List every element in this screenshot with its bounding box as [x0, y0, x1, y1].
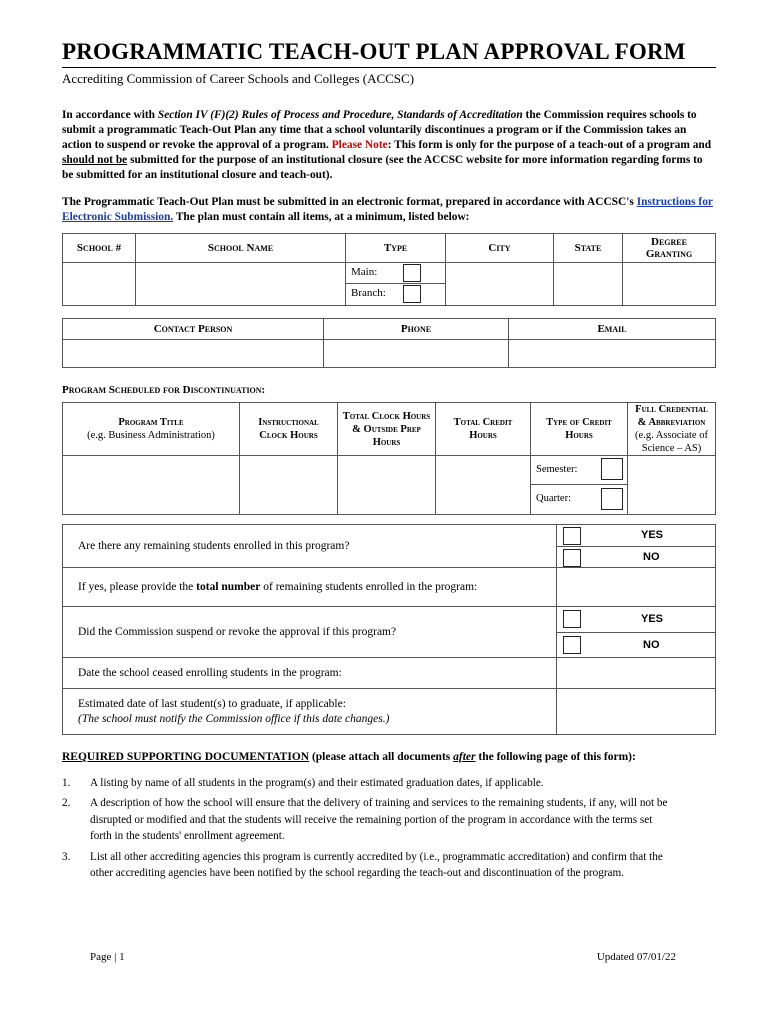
- program-title-example: (e.g. Business Administration): [87, 430, 215, 441]
- question-last-graduate: [63, 689, 557, 735]
- semester-checkbox[interactable]: [601, 458, 623, 480]
- remaining-yes-label: YES: [641, 529, 664, 541]
- full-credential-label: Full Credential & Abbreviation: [635, 404, 708, 428]
- city-field[interactable]: [446, 263, 554, 306]
- header-type: Type: [346, 234, 446, 263]
- header-contact-person: Contact Person: [63, 319, 324, 340]
- type-branch-checkbox[interactable]: [403, 285, 421, 303]
- state-field[interactable]: [554, 263, 623, 306]
- please-note: Please Note: [331, 139, 388, 151]
- header-state: State: [554, 234, 623, 263]
- required-docs-heading: REQUIRED SUPPORTING DOCUMENTATION (please attach all documents after the following page of this form):: [62, 751, 636, 763]
- ceased-enrolling-date-field[interactable]: [557, 658, 716, 689]
- suspend-no-checkbox[interactable]: [563, 636, 581, 654]
- program-section-label: Program Scheduled for Discontinuation:: [62, 384, 266, 396]
- question-total-number: If yes, please provide the total number of remaining students enrolled in the program:: [63, 568, 557, 607]
- contact-table: [62, 318, 716, 368]
- header-school-name: School Name: [136, 234, 346, 263]
- header-phone: Phone: [324, 319, 509, 340]
- form-subtitle: Accrediting Commission of Career Schools and Colleges (ACCSC): [62, 71, 415, 86]
- school-table: [62, 233, 716, 306]
- school-number-field[interactable]: [63, 263, 136, 306]
- list-item: 2. A description of how the school will ensure that the delivery of training and services to the remaining students, if any, will not be disrupted or modified and that the students will receive the remaining portion of the program in accordance with the terms set forth in the students' enrollment agreement.: [62, 797, 668, 842]
- questions-table: [62, 524, 716, 735]
- full-credential-example: (e.g. Associate of Science – AS): [635, 430, 708, 454]
- remaining-students-options: [557, 525, 716, 568]
- question-remaining-students: Are there any remaining students enrolled in this program?: [63, 525, 557, 568]
- header-total-credit-hours: Total Credit Hours: [436, 403, 531, 456]
- header-full-credential: [628, 403, 716, 456]
- list-item: 1. A listing by name of all students in the program(s) and their estimated graduation dates, if applicable.: [62, 776, 544, 789]
- instructions-paragraph: The Programmatic Teach-Out Plan must be submitted in an electronic format, prepared in accordance with ACCSC's Instructions for Electronic Submission. The plan must contain all items, at a minimum, listed below:: [62, 196, 713, 223]
- form-title: PROGRAMMATIC TEACH-OUT PLAN APPROVAL FORM: [62, 39, 686, 64]
- header-city: City: [446, 234, 554, 263]
- suspend-yes-checkbox[interactable]: [563, 610, 581, 628]
- remaining-yes-checkbox[interactable]: [563, 527, 581, 545]
- total-number-field[interactable]: [557, 568, 716, 607]
- type-main-checkbox[interactable]: [403, 264, 421, 282]
- header-email: Email: [509, 319, 716, 340]
- page-number: Page | 1: [90, 951, 125, 963]
- suspend-revoke-options: [557, 607, 716, 658]
- header-school-number: School #: [63, 234, 136, 263]
- quarter-label: Quarter:: [536, 493, 571, 504]
- contact-person-field[interactable]: [63, 340, 324, 368]
- header-degree-granting: Degree Granting: [623, 234, 716, 263]
- remaining-no-checkbox[interactable]: [563, 549, 581, 567]
- suspend-yes-label: YES: [641, 613, 664, 625]
- header-type-of-credit-hours: Type of Credit Hours: [531, 403, 628, 456]
- type-options: [346, 263, 446, 306]
- form-page: [62, 38, 716, 886]
- required-docs-list: [62, 775, 676, 882]
- degree-granting-field[interactable]: [623, 263, 716, 306]
- total-credit-hours-field[interactable]: [436, 456, 531, 515]
- page-footer: [90, 951, 676, 963]
- remaining-no-label: NO: [643, 551, 660, 563]
- instructions-link[interactable]: Instructions for Electronic Submission.: [62, 196, 713, 223]
- type-main-label: Main:: [351, 266, 378, 278]
- instructional-clock-hours-field[interactable]: [240, 456, 338, 515]
- program-table: [62, 402, 716, 515]
- quarter-checkbox[interactable]: [601, 488, 623, 510]
- phone-field[interactable]: [324, 340, 509, 368]
- program-title-label: Program Title: [118, 417, 184, 428]
- total-clock-hours-field[interactable]: [338, 456, 436, 515]
- header-total-clock-hours: Total Clock Hours & Outside Prep Hours: [338, 403, 436, 456]
- program-title-field[interactable]: [63, 456, 240, 515]
- last-graduate-date-field[interactable]: [557, 689, 716, 735]
- suspend-no-label: NO: [643, 639, 660, 651]
- semester-label: Semester:: [536, 464, 578, 475]
- header-instructional-clock-hours: Instructional Clock Hours: [240, 403, 338, 456]
- email-field[interactable]: [509, 340, 716, 368]
- last-graduate-text: Estimated date of last student(s) to graduate, if applicable:: [78, 697, 346, 710]
- school-name-field[interactable]: [136, 263, 346, 306]
- question-ceased-enrolling: Date the school ceased enrolling students in the program:: [63, 658, 557, 689]
- question-suspend-revoke: Did the Commission suspend or revoke the approval if this program?: [63, 607, 557, 658]
- list-item: 3. List all other accrediting agencies this program is currently accredited by (i.e., programmatic accreditation) and confirm that the other accrediting agencies have been notified by the school regarding the teach-out and discontinuation of the program.: [62, 850, 663, 879]
- intro-paragraph: In accordance with Section IV (F)(2) Rules of Process and Procedure, Standards of Accreditation the Commission requires schools to submit a programmatic Teach-Out Plan any time that a school voluntarily discontinues a program or if the Commission takes an action to suspend or revoke the approval of a program. Please Note: This form is only for the purpose of a teach-out of a program and should not be submitted for the purpose of an institutional closure (see the ACCSC website for more information regarding forms to be submitted for an institutional closure and teach-out).: [62, 109, 712, 181]
- type-branch-label: Branch:: [351, 287, 386, 299]
- credit-type-options: [531, 456, 628, 515]
- full-credential-field[interactable]: [628, 456, 716, 515]
- header-program-title: [63, 403, 240, 456]
- updated-date: Updated 07/01/22: [596, 951, 676, 963]
- last-graduate-note: (The school must notify the Commission office if this date changes.): [78, 712, 390, 725]
- title-rule: [62, 67, 716, 68]
